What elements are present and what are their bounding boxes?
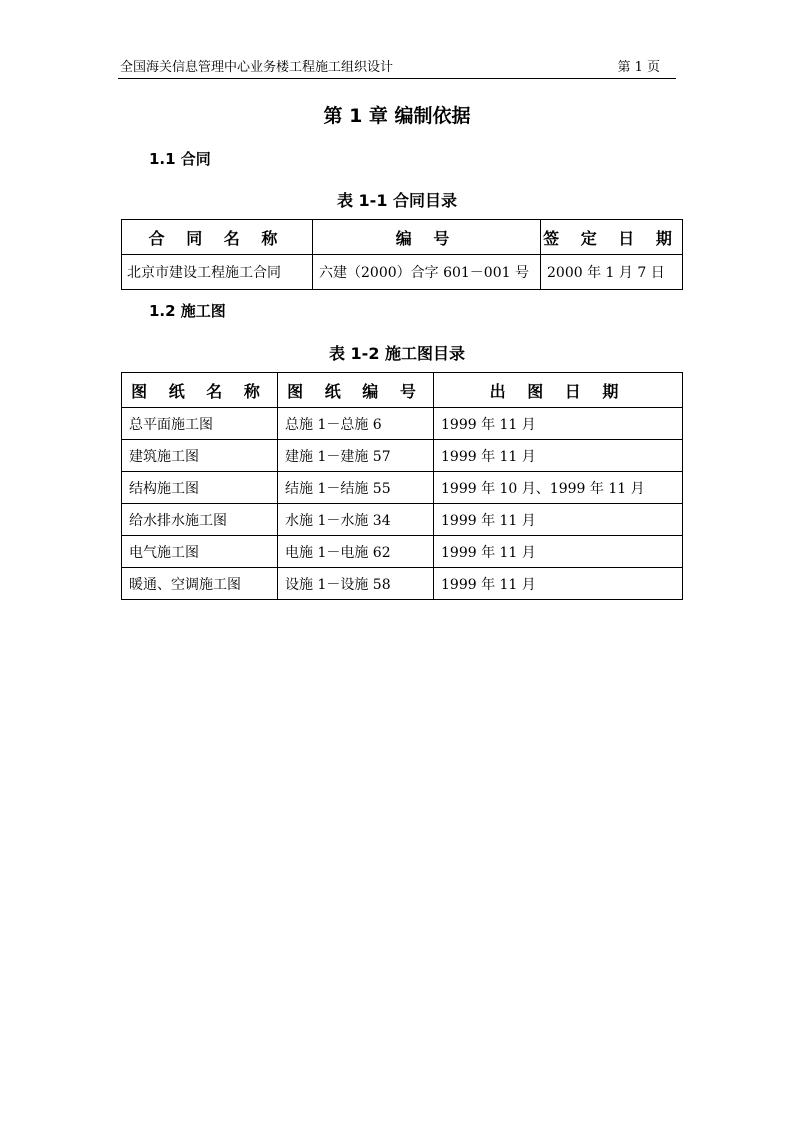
table-cell: 暖通、空调施工图 <box>122 568 278 600</box>
table-cell: 六建（2000）合字 601－001 号 <box>313 255 541 290</box>
table-cell: 建筑施工图 <box>122 440 278 472</box>
table-cell: 结施 1－结施 55 <box>278 472 434 504</box>
table-cell: 电施 1－电施 62 <box>278 536 434 568</box>
drawings-table <box>121 372 683 600</box>
table-row <box>122 255 683 290</box>
column-header: 图 纸 编 号 <box>278 373 434 408</box>
section-heading-drawings: 1.2 施工图 <box>149 302 226 320</box>
table2-caption: 表 1-2 施工图目录 <box>328 344 466 363</box>
table-row <box>122 568 683 600</box>
column-header: 编 号 <box>313 220 541 255</box>
table-cell: 2000 年 1 月 7 日 <box>541 255 683 290</box>
table-cell: 总施 1－总施 6 <box>278 408 434 440</box>
table1-caption: 表 1-1 合同目录 <box>336 191 458 210</box>
table-cell: 设施 1－设施 58 <box>278 568 434 600</box>
page-number: 第 1 页 <box>617 60 660 75</box>
table-row <box>122 440 683 472</box>
table-cell: 结构施工图 <box>122 472 278 504</box>
table-header-row <box>122 373 683 408</box>
table-row <box>122 536 683 568</box>
table-cell: 1999 年 11 月 <box>434 536 683 568</box>
column-header: 图 纸 名 称 <box>122 373 278 408</box>
table-cell: 给水排水施工图 <box>122 504 278 536</box>
section-heading-contract: 1.1 合同 <box>149 150 211 168</box>
table-cell: 1999 年 10 月、1999 年 11 月 <box>434 472 683 504</box>
column-header: 合 同 名 称 <box>122 220 313 255</box>
page-header <box>118 58 676 79</box>
column-header: 签 定 日 期 <box>541 220 683 255</box>
table-row <box>122 472 683 504</box>
contract-table <box>121 219 683 290</box>
table-row <box>122 408 683 440</box>
header-title: 全国海关信息管理中心业务楼工程施工组织设计 <box>120 60 394 75</box>
table-cell: 1999 年 11 月 <box>434 408 683 440</box>
table-cell: 1999 年 11 月 <box>434 440 683 472</box>
column-header: 出 图 日 期 <box>434 373 683 408</box>
table-cell: 建施 1－建施 57 <box>278 440 434 472</box>
table-cell: 北京市建设工程施工合同 <box>122 255 313 290</box>
table-cell: 水施 1－水施 34 <box>278 504 434 536</box>
table-cell: 1999 年 11 月 <box>434 568 683 600</box>
table-row <box>122 504 683 536</box>
table-header-row <box>122 220 683 255</box>
table-cell: 1999 年 11 月 <box>434 504 683 536</box>
chapter-title: 第 1 章 编制依据 <box>323 105 471 127</box>
table-cell: 总平面施工图 <box>122 408 278 440</box>
table-cell: 电气施工图 <box>122 536 278 568</box>
